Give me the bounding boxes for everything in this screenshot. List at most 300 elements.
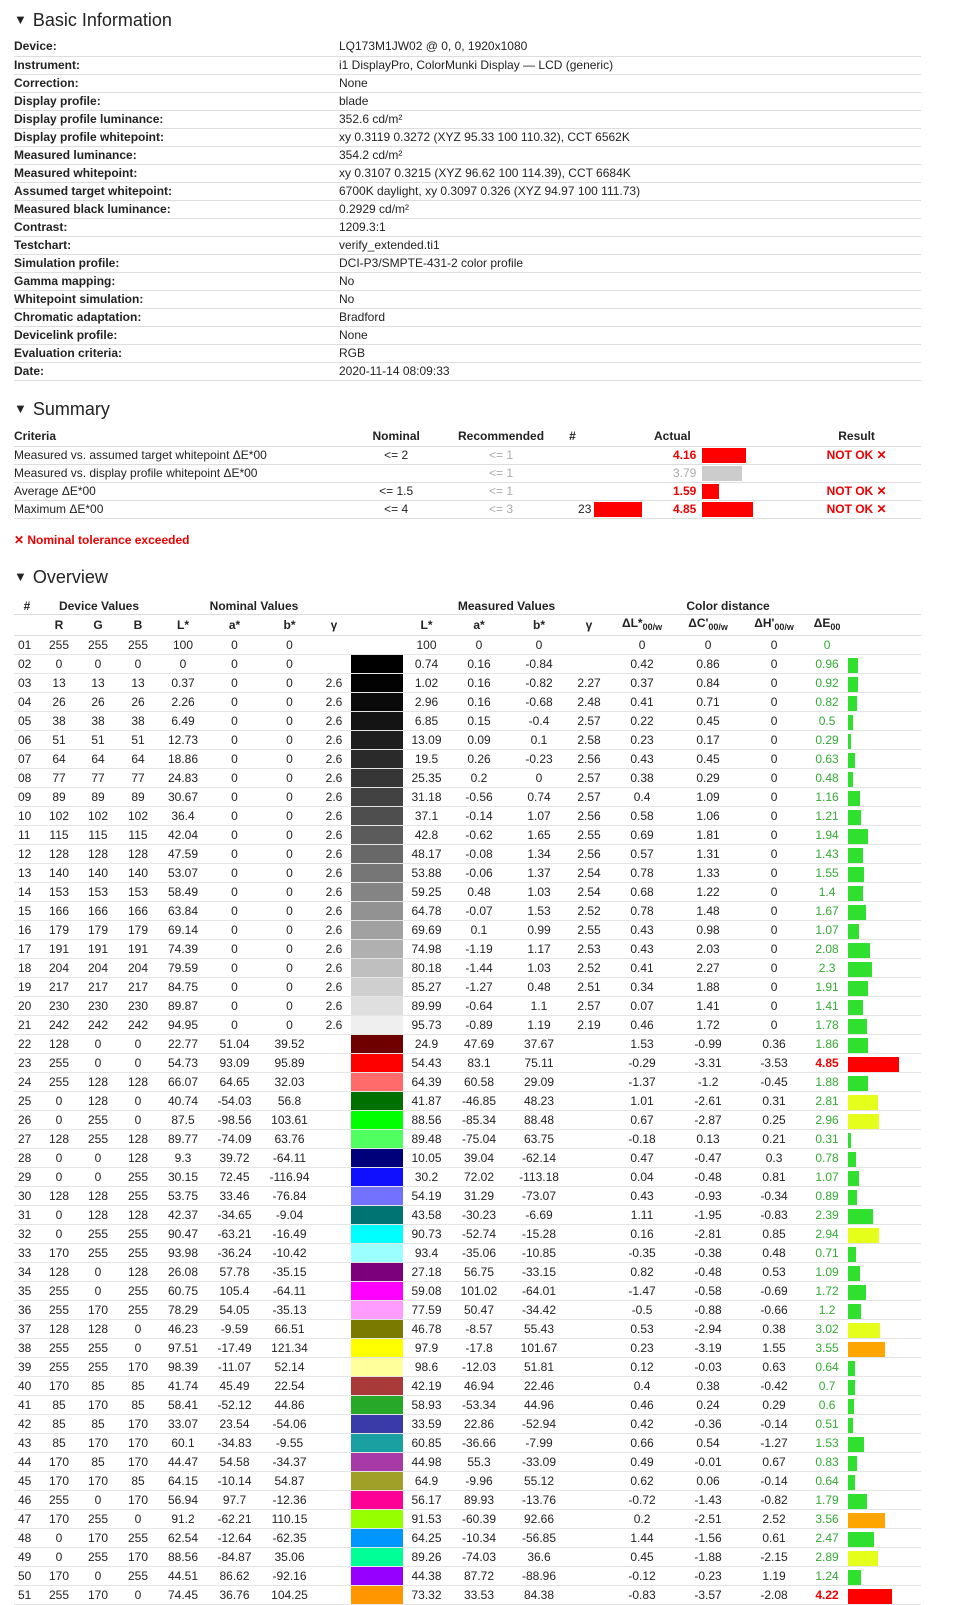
overview-delta-c: 0.17 bbox=[675, 731, 741, 750]
overview-nominal-l: 54.73 bbox=[158, 1054, 208, 1073]
overview-device-g: 128 bbox=[78, 1092, 118, 1111]
overview-delta-h: 0.48 bbox=[741, 1244, 807, 1263]
overview-nominal-gamma bbox=[318, 1244, 350, 1263]
overview-measured-gamma: 2.57 bbox=[569, 997, 609, 1016]
overview-nominal-a: -62.21 bbox=[208, 1510, 261, 1529]
overview-measured-l: 24.9 bbox=[404, 1035, 449, 1054]
overview-group-number: # bbox=[14, 597, 40, 615]
overview-delta-l: 0.12 bbox=[609, 1358, 675, 1377]
overview-measured-a: 0.09 bbox=[449, 731, 509, 750]
overview-delta-c: 0.54 bbox=[675, 1434, 741, 1453]
overview-device-b: 179 bbox=[118, 921, 158, 940]
delta-e-bar bbox=[848, 753, 855, 768]
overview-row-number: 51 bbox=[14, 1586, 40, 1605]
overview-nominal-a: 0 bbox=[208, 636, 261, 655]
overview-group-bar bbox=[847, 597, 921, 615]
overview-delta-c: 0.84 bbox=[675, 674, 741, 693]
overview-nominal-b: -92.16 bbox=[261, 1567, 318, 1586]
overview-nominal-l: 46.23 bbox=[158, 1320, 208, 1339]
summary-actual-bar bbox=[702, 502, 753, 517]
basic-info-label: Device: bbox=[14, 38, 339, 56]
overview-row bbox=[14, 1263, 921, 1282]
delta-e-bar bbox=[848, 1076, 868, 1091]
overview-measured-b: 55.43 bbox=[509, 1320, 569, 1339]
overview-delta-c: 0.71 bbox=[675, 693, 741, 712]
delta-e-bar bbox=[848, 1513, 885, 1528]
overview-measured-a: -74.03 bbox=[449, 1548, 509, 1567]
overview-nominal-a: 0 bbox=[208, 940, 261, 959]
color-swatch-cell bbox=[350, 1225, 404, 1244]
overview-measured-l: 25.35 bbox=[404, 769, 449, 788]
overview-row-number: 10 bbox=[14, 807, 40, 826]
overview-measured-l: 73.32 bbox=[404, 1586, 449, 1605]
overview-delta-h: 0.36 bbox=[741, 1035, 807, 1054]
overview-nominal-b: 0 bbox=[261, 750, 318, 769]
delta-e-bar-cell bbox=[847, 883, 921, 902]
overview-delta-c: 2.27 bbox=[675, 959, 741, 978]
overview-device-b: 217 bbox=[118, 978, 158, 997]
overview-delta-l: 0.78 bbox=[609, 864, 675, 883]
overview-nominal-l: 89.77 bbox=[158, 1130, 208, 1149]
overview-header-subscript: 00/w bbox=[708, 622, 728, 633]
basic-info-row bbox=[14, 38, 921, 56]
summary-header-count: # bbox=[554, 428, 592, 446]
basic-information-heading[interactable] bbox=[14, 10, 172, 31]
overview-delta-c: -0.88 bbox=[675, 1301, 741, 1320]
overview-delta-c: -0.48 bbox=[675, 1168, 741, 1187]
delta-e-bar-cell bbox=[847, 1396, 921, 1415]
overview-measured-l: 44.38 bbox=[404, 1567, 449, 1586]
overview-device-g: 242 bbox=[78, 1016, 118, 1035]
overview-row bbox=[14, 864, 921, 883]
summary-actual: 1.59 bbox=[642, 482, 702, 500]
overview-device-b: 26 bbox=[118, 693, 158, 712]
delta-e-bar bbox=[848, 1361, 855, 1376]
color-swatch bbox=[351, 959, 403, 977]
overview-delta-l: 0.43 bbox=[609, 921, 675, 940]
overview-device-r: 0 bbox=[40, 1168, 78, 1187]
overview-nominal-a: 51.04 bbox=[208, 1035, 261, 1054]
overview-delta-c: 0.29 bbox=[675, 769, 741, 788]
overview-delta-l: 0.2 bbox=[609, 1510, 675, 1529]
delta-e-bar-cell bbox=[847, 826, 921, 845]
overview-measured-a: 33.53 bbox=[449, 1586, 509, 1605]
overview-measured-l: 64.25 bbox=[404, 1529, 449, 1548]
overview-delta-l: 1.53 bbox=[609, 1035, 675, 1054]
overview-device-b: 0 bbox=[118, 1320, 158, 1339]
color-swatch bbox=[351, 1263, 403, 1281]
overview-nominal-l: 79.59 bbox=[158, 959, 208, 978]
overview-device-b: 230 bbox=[118, 997, 158, 1016]
overview-measured-gamma bbox=[569, 1092, 609, 1111]
overview-nominal-gamma: 2.6 bbox=[318, 826, 350, 845]
overview-nominal-b: -34.37 bbox=[261, 1453, 318, 1472]
overview-device-b: 128 bbox=[118, 1263, 158, 1282]
overview-measured-a: 101.02 bbox=[449, 1282, 509, 1301]
overview-device-g: 0 bbox=[78, 1149, 118, 1168]
overview-row bbox=[14, 1225, 921, 1244]
color-swatch bbox=[351, 1586, 403, 1604]
overview-device-g: 191 bbox=[78, 940, 118, 959]
overview-measured-l: 13.09 bbox=[404, 731, 449, 750]
overview-device-r: 0 bbox=[40, 1225, 78, 1244]
overview-measured-a: 47.69 bbox=[449, 1035, 509, 1054]
color-swatch bbox=[351, 940, 403, 958]
overview-row bbox=[14, 1415, 921, 1434]
overview-row bbox=[14, 1130, 921, 1149]
overview-nominal-b: 103.61 bbox=[261, 1111, 318, 1130]
overview-delta-h: 0.29 bbox=[741, 1396, 807, 1415]
color-swatch bbox=[351, 978, 403, 996]
overview-measured-a: -0.89 bbox=[449, 1016, 509, 1035]
delta-e-bar bbox=[848, 810, 861, 825]
overview-measured-l: 64.78 bbox=[404, 902, 449, 921]
overview-header-nominal-l bbox=[158, 615, 208, 636]
overview-measured-a: 50.47 bbox=[449, 1301, 509, 1320]
overview-row-number: 30 bbox=[14, 1187, 40, 1206]
summary-result bbox=[792, 464, 921, 482]
overview-row-number: 15 bbox=[14, 902, 40, 921]
overview-device-g: 255 bbox=[78, 1111, 118, 1130]
overview-row-number: 22 bbox=[14, 1035, 40, 1054]
overview-nominal-a: -84.87 bbox=[208, 1548, 261, 1567]
color-swatch-cell bbox=[350, 1073, 404, 1092]
overview-delta-c: -1.43 bbox=[675, 1491, 741, 1510]
overview-nominal-gamma: 2.6 bbox=[318, 1016, 350, 1035]
overview-device-b: 255 bbox=[118, 1225, 158, 1244]
delta-e-bar-cell bbox=[847, 750, 921, 769]
overview-delta-h: 0 bbox=[741, 693, 807, 712]
overview-delta-l: -0.72 bbox=[609, 1491, 675, 1510]
overview-header-label: G bbox=[93, 618, 103, 633]
color-swatch bbox=[351, 731, 403, 749]
basic-information-table bbox=[14, 38, 921, 381]
overview-nominal-a: 0 bbox=[208, 921, 261, 940]
overview-measured-l: 88.56 bbox=[404, 1111, 449, 1130]
overview-nominal-gamma bbox=[318, 1415, 350, 1434]
basic-info-label: Evaluation criteria: bbox=[14, 344, 339, 362]
overview-nominal-a: 39.72 bbox=[208, 1149, 261, 1168]
overview-row bbox=[14, 1244, 921, 1263]
delta-e-bar bbox=[848, 905, 866, 920]
overview-delta-h: 0 bbox=[741, 674, 807, 693]
basic-info-row bbox=[14, 254, 921, 272]
overview-delta-e: 1.07 bbox=[807, 921, 847, 940]
overview-device-r: 255 bbox=[40, 1586, 78, 1605]
overview-measured-a: -12.03 bbox=[449, 1358, 509, 1377]
delta-e-bar-cell bbox=[847, 940, 921, 959]
overview-device-r: 166 bbox=[40, 902, 78, 921]
overview-delta-e: 1.24 bbox=[807, 1567, 847, 1586]
overview-row bbox=[14, 1187, 921, 1206]
overview-nominal-l: 60.75 bbox=[158, 1282, 208, 1301]
overview-device-b: 140 bbox=[118, 864, 158, 883]
overview-measured-b: 1.65 bbox=[509, 826, 569, 845]
overview-delta-c: 0.45 bbox=[675, 750, 741, 769]
color-swatch bbox=[351, 1244, 403, 1262]
overview-delta-h: 1.19 bbox=[741, 1567, 807, 1586]
overview-device-g: 0 bbox=[78, 1567, 118, 1586]
delta-e-bar-cell bbox=[847, 1187, 921, 1206]
overview-delta-l: -1.37 bbox=[609, 1073, 675, 1092]
overview-device-g: 128 bbox=[78, 845, 118, 864]
overview-header-label: ΔL* bbox=[621, 616, 643, 631]
delta-e-bar-cell bbox=[847, 1225, 921, 1244]
summary-nominal: <= 4 bbox=[344, 500, 449, 518]
basic-info-value: 0.2929 cd/m² bbox=[339, 200, 921, 218]
delta-e-bar-cell bbox=[847, 1529, 921, 1548]
overview-nominal-l: 100 bbox=[158, 636, 208, 655]
overview-nominal-l: 74.39 bbox=[158, 940, 208, 959]
basic-info-row bbox=[14, 128, 921, 146]
overview-row bbox=[14, 769, 921, 788]
overview-nominal-l: 33.07 bbox=[158, 1415, 208, 1434]
overview-measured-l: 1.02 bbox=[404, 674, 449, 693]
overview-row-number: 25 bbox=[14, 1092, 40, 1111]
color-swatch bbox=[351, 1187, 403, 1205]
color-swatch bbox=[351, 1054, 403, 1072]
summary-nominal: <= 1.5 bbox=[344, 482, 449, 500]
overview-nominal-a: 33.46 bbox=[208, 1187, 261, 1206]
overview-measured-gamma bbox=[569, 1301, 609, 1320]
overview-nominal-a: 0 bbox=[208, 674, 261, 693]
overview-delta-l: 0.69 bbox=[609, 826, 675, 845]
overview-delta-h: 0.81 bbox=[741, 1168, 807, 1187]
overview-device-g: 89 bbox=[78, 788, 118, 807]
basic-info-value: 352.6 cd/m² bbox=[339, 110, 921, 128]
overview-nominal-gamma: 2.6 bbox=[318, 750, 350, 769]
overview-delta-l: -0.5 bbox=[609, 1301, 675, 1320]
overview-nominal-a: 72.45 bbox=[208, 1168, 261, 1187]
basic-info-label: Measured black luminance: bbox=[14, 200, 339, 218]
overview-delta-e: 4.85 bbox=[807, 1054, 847, 1073]
overview-group-color-distance: Color distance bbox=[609, 597, 847, 615]
overview-nominal-a: 0 bbox=[208, 845, 261, 864]
overview-delta-e: 0.64 bbox=[807, 1358, 847, 1377]
basic-info-label: Contrast: bbox=[14, 218, 339, 236]
basic-info-value: No bbox=[339, 290, 921, 308]
overview-group-device-values: Device Values bbox=[40, 597, 158, 615]
overview-nominal-b: -9.04 bbox=[261, 1206, 318, 1225]
delta-e-bar-cell bbox=[847, 1510, 921, 1529]
color-swatch-cell bbox=[350, 1263, 404, 1282]
overview-nominal-a: 45.49 bbox=[208, 1377, 261, 1396]
overview-row-number: 21 bbox=[14, 1016, 40, 1035]
overview-device-g: 230 bbox=[78, 997, 118, 1016]
color-swatch-cell bbox=[350, 1510, 404, 1529]
delta-e-bar-cell bbox=[847, 1016, 921, 1035]
overview-heading[interactable] bbox=[14, 567, 108, 588]
basic-info-value: 1209.3:1 bbox=[339, 218, 921, 236]
overview-delta-e: 2.94 bbox=[807, 1225, 847, 1244]
delta-e-bar bbox=[848, 1342, 885, 1357]
overview-nominal-b: 0 bbox=[261, 674, 318, 693]
overview-device-r: 128 bbox=[40, 845, 78, 864]
overview-delta-e: 2.39 bbox=[807, 1206, 847, 1225]
overview-nominal-l: 64.15 bbox=[158, 1472, 208, 1491]
delta-e-bar-cell bbox=[847, 674, 921, 693]
color-swatch-cell bbox=[350, 1453, 404, 1472]
overview-measured-a: 55.3 bbox=[449, 1453, 509, 1472]
overview-device-g: 128 bbox=[78, 1320, 118, 1339]
basic-info-label: Correction: bbox=[14, 74, 339, 92]
overview-nominal-b: -62.35 bbox=[261, 1529, 318, 1548]
overview-delta-e: 1.78 bbox=[807, 1016, 847, 1035]
overview-device-b: 170 bbox=[118, 1358, 158, 1377]
delta-e-bar-cell bbox=[847, 978, 921, 997]
overview-measured-l: 27.18 bbox=[404, 1263, 449, 1282]
overview-device-b: 0 bbox=[118, 655, 158, 674]
overview-measured-b: 1.07 bbox=[509, 807, 569, 826]
overview-delta-h: 0 bbox=[741, 788, 807, 807]
overview-measured-l: 30.2 bbox=[404, 1168, 449, 1187]
overview-device-g: 26 bbox=[78, 693, 118, 712]
overview-delta-l: -0.12 bbox=[609, 1567, 675, 1586]
summary-heading[interactable] bbox=[14, 399, 110, 420]
overview-row-number: 39 bbox=[14, 1358, 40, 1377]
overview-measured-gamma: 2.54 bbox=[569, 864, 609, 883]
overview-delta-l: 0 bbox=[609, 636, 675, 655]
overview-delta-e: 0.89 bbox=[807, 1187, 847, 1206]
overview-row bbox=[14, 902, 921, 921]
overview-device-g: 115 bbox=[78, 826, 118, 845]
overview-row-number: 05 bbox=[14, 712, 40, 731]
overview-delta-c: -0.23 bbox=[675, 1567, 741, 1586]
color-swatch-cell bbox=[350, 750, 404, 769]
delta-e-bar-cell bbox=[847, 1358, 921, 1377]
overview-measured-l: 85.27 bbox=[404, 978, 449, 997]
overview-device-r: 204 bbox=[40, 959, 78, 978]
delta-e-bar-cell bbox=[847, 769, 921, 788]
overview-device-r: 128 bbox=[40, 1187, 78, 1206]
overview-delta-c: -1.2 bbox=[675, 1073, 741, 1092]
basic-info-row bbox=[14, 290, 921, 308]
overview-device-g: 128 bbox=[78, 1187, 118, 1206]
overview-delta-h: 0 bbox=[741, 902, 807, 921]
overview-delta-h: 0 bbox=[741, 959, 807, 978]
overview-header-measured-a bbox=[449, 615, 509, 636]
overview-delta-l: 0.04 bbox=[609, 1168, 675, 1187]
overview-measured-a: 39.04 bbox=[449, 1149, 509, 1168]
overview-device-b: 77 bbox=[118, 769, 158, 788]
overview-nominal-a: 0 bbox=[208, 712, 261, 731]
summary-result: NOT OK ✕ bbox=[792, 500, 921, 518]
overview-delta-h: -0.14 bbox=[741, 1415, 807, 1434]
overview-header-bar bbox=[847, 615, 921, 636]
overview-row-number: 18 bbox=[14, 959, 40, 978]
overview-delta-h: -0.82 bbox=[741, 1491, 807, 1510]
color-swatch-cell bbox=[350, 788, 404, 807]
overview-measured-b: -33.15 bbox=[509, 1263, 569, 1282]
overview-measured-b: 44.96 bbox=[509, 1396, 569, 1415]
overview-delta-h: 1.55 bbox=[741, 1339, 807, 1358]
overview-delta-l: 0.58 bbox=[609, 807, 675, 826]
overview-nominal-b: 0 bbox=[261, 636, 318, 655]
overview-device-g: 13 bbox=[78, 674, 118, 693]
overview-nominal-l: 88.56 bbox=[158, 1548, 208, 1567]
color-swatch-cell bbox=[350, 807, 404, 826]
overview-nominal-gamma: 2.6 bbox=[318, 769, 350, 788]
overview-measured-l: 58.93 bbox=[404, 1396, 449, 1415]
overview-nominal-b: 35.06 bbox=[261, 1548, 318, 1567]
overview-nominal-b: -64.11 bbox=[261, 1282, 318, 1301]
basic-info-label: Gamma mapping: bbox=[14, 272, 339, 290]
summary-count-bar-cell bbox=[591, 500, 642, 518]
overview-row bbox=[14, 845, 921, 864]
overview-measured-gamma: 2.56 bbox=[569, 807, 609, 826]
overview-nominal-a: 0 bbox=[208, 788, 261, 807]
overview-delta-e: 2.3 bbox=[807, 959, 847, 978]
overview-device-r: 230 bbox=[40, 997, 78, 1016]
delta-e-bar bbox=[848, 734, 851, 749]
overview-delta-l: 0.22 bbox=[609, 712, 675, 731]
overview-delta-e: 1.2 bbox=[807, 1301, 847, 1320]
overview-measured-b: -7.99 bbox=[509, 1434, 569, 1453]
color-swatch-cell bbox=[350, 1472, 404, 1491]
summary-recommended: <= 1 bbox=[449, 482, 554, 500]
overview-device-r: 51 bbox=[40, 731, 78, 750]
overview-header-label: b* bbox=[283, 618, 296, 633]
overview-measured-a: -36.66 bbox=[449, 1434, 509, 1453]
overview-delta-h: 0 bbox=[741, 997, 807, 1016]
overview-device-r: 64 bbox=[40, 750, 78, 769]
overview-row-number: 13 bbox=[14, 864, 40, 883]
overview-measured-a: -60.39 bbox=[449, 1510, 509, 1529]
overview-nominal-b: 66.51 bbox=[261, 1320, 318, 1339]
color-swatch-cell bbox=[350, 1491, 404, 1510]
delta-e-bar-cell bbox=[847, 864, 921, 883]
overview-device-b: 170 bbox=[118, 1453, 158, 1472]
color-swatch bbox=[351, 1168, 403, 1186]
overview-nominal-l: 9.3 bbox=[158, 1149, 208, 1168]
color-swatch-cell bbox=[350, 655, 404, 674]
overview-nominal-a: -34.65 bbox=[208, 1206, 261, 1225]
overview-device-b: 128 bbox=[118, 845, 158, 864]
overview-delta-l: 0.57 bbox=[609, 845, 675, 864]
basic-info-value: 354.2 cd/m² bbox=[339, 146, 921, 164]
color-swatch-cell bbox=[350, 1092, 404, 1111]
overview-device-r: 255 bbox=[40, 1301, 78, 1320]
overview-row-number: 28 bbox=[14, 1149, 40, 1168]
overview-header-nominal-gamma bbox=[318, 615, 350, 636]
overview-nominal-b: 104.25 bbox=[261, 1586, 318, 1605]
overview-nominal-gamma bbox=[318, 1035, 350, 1054]
summary-header-recommended: Recommended bbox=[449, 428, 554, 446]
overview-nominal-a: 54.05 bbox=[208, 1301, 261, 1320]
overview-nominal-b: 39.52 bbox=[261, 1035, 318, 1054]
overview-device-b: 255 bbox=[118, 1282, 158, 1301]
overview-header-delta-l bbox=[609, 615, 675, 636]
overview-device-g: 255 bbox=[78, 1510, 118, 1529]
overview-delta-h: 0.85 bbox=[741, 1225, 807, 1244]
overview-measured-a: -0.14 bbox=[449, 807, 509, 826]
delta-e-bar-cell bbox=[847, 1472, 921, 1491]
overview-measured-b: 0 bbox=[509, 769, 569, 788]
overview-row bbox=[14, 731, 921, 750]
overview-row bbox=[14, 1491, 921, 1510]
overview-delta-e: 0.96 bbox=[807, 655, 847, 674]
overview-delta-l: 0.43 bbox=[609, 940, 675, 959]
summary-count-bar-cell bbox=[591, 446, 642, 464]
overview-delta-l: 0.41 bbox=[609, 959, 675, 978]
overview-measured-gamma bbox=[569, 1206, 609, 1225]
overview-delta-c: -1.88 bbox=[675, 1548, 741, 1567]
overview-header-label: ΔE bbox=[813, 616, 831, 631]
overview-measured-l: 77.59 bbox=[404, 1301, 449, 1320]
overview-nominal-l: 44.51 bbox=[158, 1567, 208, 1586]
color-swatch bbox=[351, 1472, 403, 1490]
overview-nominal-b: -116.94 bbox=[261, 1168, 318, 1187]
